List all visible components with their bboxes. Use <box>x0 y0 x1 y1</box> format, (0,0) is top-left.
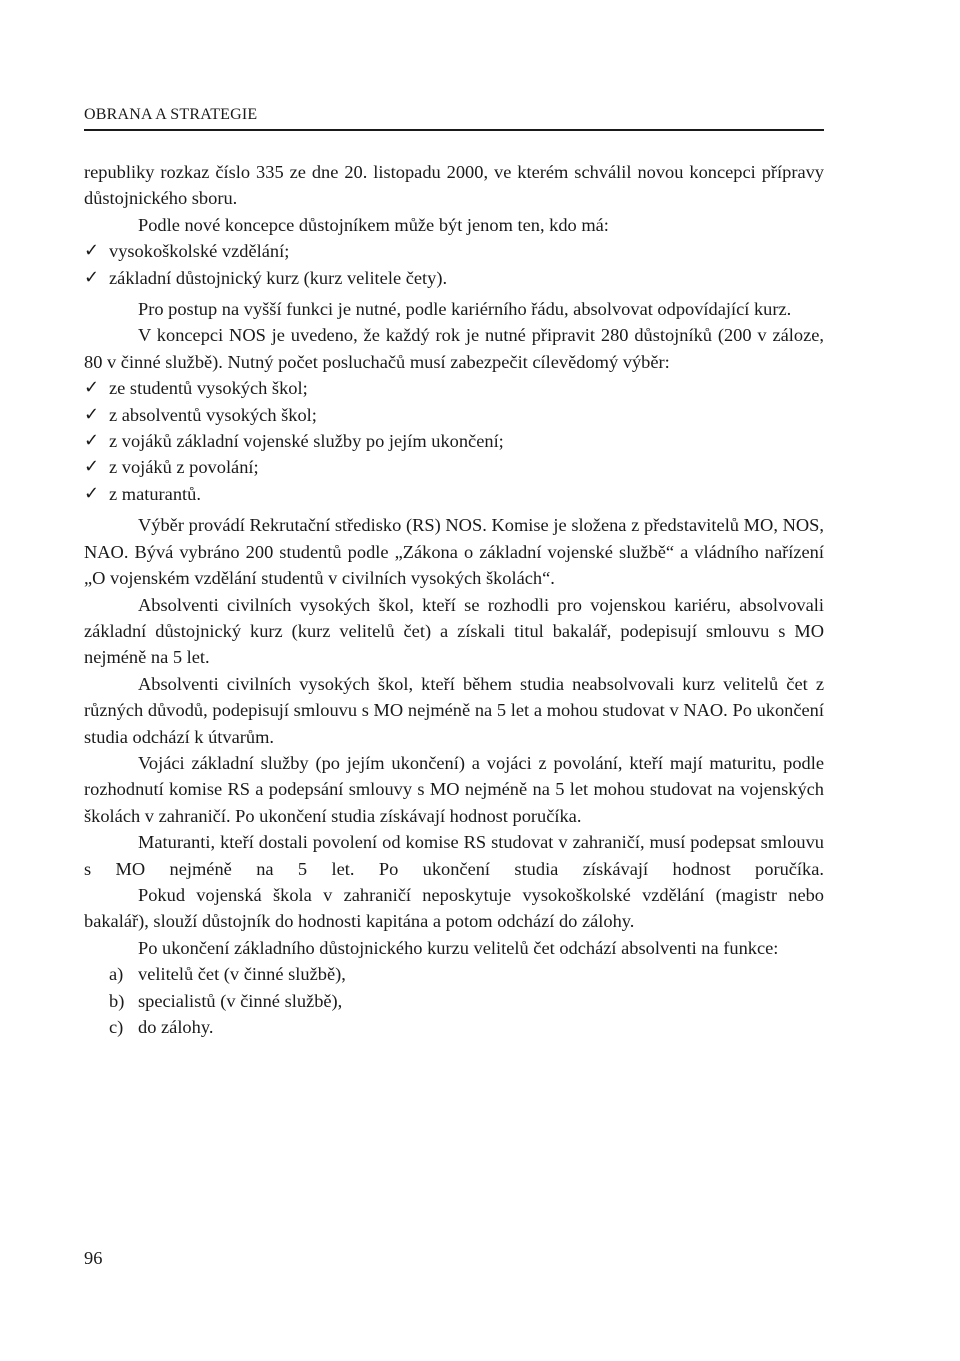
list-item-text: velitelů čet (v činné službě), <box>138 964 346 985</box>
selection-sources-list <box>84 375 824 507</box>
list-marker: b) <box>109 990 125 1011</box>
list-item-text: z absolventů vysokých škol; <box>109 404 317 425</box>
functions-list <box>84 961 824 1040</box>
check-mark-icon: ✓ <box>84 456 100 478</box>
paragraph-9: Maturanti, kteří dostali povolení od komise RS studovat v zahraničí, musí podepsat smlouvu s MO nejméně na 5 let. Po ukončení studia získávají hodnost poručíka. <box>84 832 824 879</box>
list-item-text: z vojáků z povolání; <box>109 457 259 478</box>
list-item-text: vysokoškolské vzdělání; <box>109 241 290 262</box>
page-body <box>84 159 824 1040</box>
list-item <box>84 1014 824 1040</box>
list-item <box>84 265 824 291</box>
list-marker: c) <box>109 1017 124 1037</box>
check-mark-icon: ✓ <box>84 430 100 452</box>
paragraph-3: Pro postup na vyšší funkci je nutné, podle kariérního řádu, absolvovat odpovídající kurz. <box>138 299 792 320</box>
list-item <box>84 428 824 454</box>
check-mark-icon: ✓ <box>84 377 100 399</box>
list-item <box>84 402 824 428</box>
list-item-text: specialistů (v činné službě), <box>138 990 343 1011</box>
page-number: 96 <box>84 1248 103 1268</box>
requirements-list <box>84 238 824 291</box>
header-rule <box>84 129 824 131</box>
list-item-text: základní důstojnický kurz (kurz velitele čety). <box>109 267 448 288</box>
running-header: OBRANA A STRATEGIE <box>84 106 258 123</box>
list-item <box>84 375 824 401</box>
list-item <box>84 481 824 507</box>
list-item <box>84 988 824 1014</box>
paragraph-4: V koncepci NOS je uvedeno, že každý rok je nutné připravit 280 důstojníků (200 v záloze, 80 v činné službě). Nutný počet posluchačů musí zabezpečit cílevědomý výběr: <box>84 325 824 372</box>
list-item <box>84 238 824 264</box>
check-mark-icon: ✓ <box>84 482 100 504</box>
list-item-text: z maturantů. <box>109 483 201 504</box>
paragraph-1: republiky rozkaz číslo 335 ze dne 20. listopadu 2000, ve kterém schválil novou koncepci přípravy důstojnického sboru. <box>84 162 824 209</box>
paragraph-10: Pokud vojenská škola v zahraničí neposkytuje vysokoškolské vzdělání (magistr nebo bakalář), slouží důstojník do hodnosti kapitána a potom odchází do zálohy. <box>84 884 824 932</box>
paragraph-6: Absolventi civilních vysokých škol, kteří se rozhodli pro vojenskou kariéru, absolvovali základní důstojnický kurz (kurz velitelů čet) a získali titul bakalář, podepisují smlouvu s MO nejméně na 5 let. <box>84 594 824 668</box>
check-mark-icon: ✓ <box>84 403 100 425</box>
list-item <box>84 961 824 987</box>
paragraph-8: Vojáci základní služby (po jejím ukončení) a vojáci z povolání, kteří mají maturitu, podle rozhodnutí komise RS a podepsání smlouvy s MO nejméně na 5 let mohou studovat na vojenských školách v zahraničí. Po ukončení studia získávají hodnost poručíka. <box>84 752 824 826</box>
list-item-text: ze studentů vysokých škol; <box>109 378 308 399</box>
list-item <box>84 454 824 480</box>
paragraph-5: Výběr provádí Rekrutační středisko (RS) NOS. Komise je složena z představitelů MO, NOS, NAO. Bývá vybráno 200 studentů podle „Zákona o základní vojenské službě“ a vládního nařízení „O vojenském vzdělání studentů v civilních vysokých školách“. <box>84 515 824 589</box>
paragraph-7: Absolventi civilních vysokých škol, kteří během studia neabsolvovali kurz velitelů čet z různých důvodů, podepisují smlouvu s MO nejméně na 5 let a mohou studovat v NAO. Po ukončení studia odchází k útvarům. <box>84 673 824 747</box>
check-mark-icon: ✓ <box>84 266 100 288</box>
list-item-text: do zálohy. <box>138 1017 214 1037</box>
paragraph-11: Po ukončení základního důstojnického kurzu velitelů čet odchází absolventi na funkce: <box>138 937 779 958</box>
check-mark-icon: ✓ <box>84 240 100 262</box>
list-item-text: z vojáků základní vojenské služby po jejím ukončení; <box>109 431 504 452</box>
paragraph-2: Podle nové koncepce důstojníkem může být jenom ten, kdo má: <box>138 214 609 235</box>
list-marker: a) <box>109 964 124 985</box>
